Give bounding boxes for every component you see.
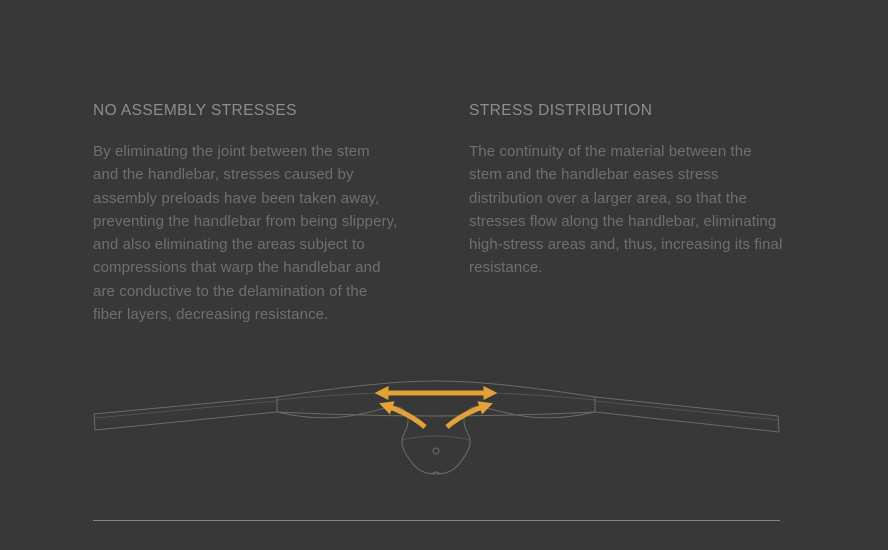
section-body: The continuity of the material between the stem and the handlebar eases stress distribution over a larger area, so that the stresses flow along the handlebar, eliminating high-stress areas and, thus, increasing its final resistance. [469, 143, 783, 277]
stem-bolt-icon [433, 448, 439, 454]
section-title: NO ASSEMBLY STRESSES [93, 102, 297, 119]
curved-arrow-right-icon [447, 406, 485, 427]
horizontal-divider [93, 520, 780, 521]
section-stress-distribution [469, 100, 783, 280]
curved-arrow-left-icon [387, 406, 425, 427]
section-no-assembly-stresses [93, 100, 399, 326]
section-title: STRESS DISTRIBUTION [469, 102, 653, 119]
section-body: By eliminating the joint between the stem and the handlebar, stresses caused by assembly preloads have been taken away, preventing the handlebar from being slippery, and also eliminating the areas subject to compressions that warp the handlebar and are conductive to the delamination of the fiber layers, decreasing resistance. [93, 143, 398, 323]
stress-arrows-icon [383, 393, 489, 427]
handlebar-stem-diagram [90, 378, 780, 475]
